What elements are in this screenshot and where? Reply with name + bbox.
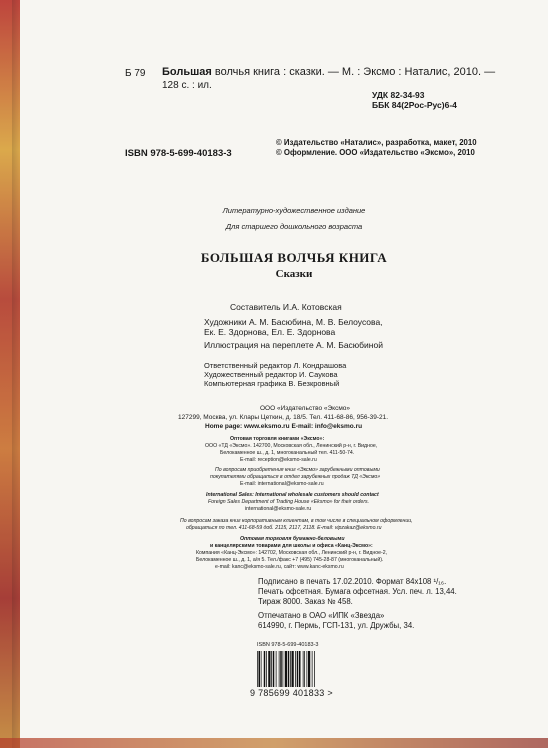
barcode-bar	[280, 651, 282, 687]
corporate-2: обращаться по тел. 411-68-59 доб. 2115, 2117, 2118. E-mail: vipzakaz@eksmo.ru	[186, 525, 382, 531]
barcode-bar	[264, 651, 266, 687]
barcode-bar	[266, 651, 267, 687]
credit-artists-1: Художники А. М. Басюбина, М. В. Белоусова,	[204, 317, 383, 327]
wholesale-3: Белокаменное ш., д. 1, многоканальный тел. 411-50-74.	[220, 450, 355, 456]
barcode-bar	[295, 651, 296, 687]
editor-art: Художественный редактор И. Саукова	[204, 370, 338, 379]
international-3: international@eksmo-sale.ru	[245, 506, 312, 512]
retail-3: Компания «Канц-Эксмо»: 142702, Московская обл., Ленинский р-н, г. Видное-2,	[196, 550, 388, 556]
book-subtitle: Сказки	[275, 268, 313, 280]
barcode-bar	[257, 651, 258, 687]
barcode-bar	[271, 651, 272, 687]
barcode-bar	[314, 651, 315, 687]
wholesale-2: ООО «ТД «Эксмо». 142700, Московская обл., Ленинский р-н, г. Видное,	[205, 443, 378, 449]
regions-3: E-mail: international@eksmo-sale.ru	[240, 481, 324, 487]
catalog-code: Б 79	[125, 68, 146, 79]
barcode-bar	[283, 651, 284, 687]
barcode-bar	[303, 651, 304, 687]
udk: УДК 82-34-93	[372, 90, 425, 100]
credit-compiler: Составитель И.А. Котовская	[230, 302, 342, 312]
isbn: ISBN 978-5-699-40183-3	[125, 148, 232, 159]
print-info-2: Печать офсетная. Бумага офсетная. Усл. печ. л. 13,44.	[258, 587, 457, 596]
international-2: Foreign Sales Department of Trading House «Eksmo» for their orders.	[208, 499, 370, 505]
barcode-digits: 9 785699 401833 >	[250, 688, 333, 698]
corporate-1: По вопросам заказа книг корпоративным клиентам, в том числе в специальном оформлении,	[180, 518, 413, 524]
credit-cover: Иллюстрация на переплете А. М. Басюбиной	[204, 340, 383, 350]
barcode-isbn: ISBN 978-5-699-40183-3	[257, 642, 319, 648]
catalog-title-bold: Большая	[162, 66, 212, 78]
printer-1: Отпечатано в ОАО «ИПК «Звезда»	[258, 611, 385, 620]
regions-1: По вопросам приобретения книг «Эксмо» зарубежными оптовыми	[215, 467, 380, 473]
barcode-bar	[285, 651, 287, 687]
copyright-1: © Издательство «Наталис», разработка, макет, 2010	[276, 138, 477, 147]
print-info-1: Подписано в печать 17.02.2010. Формат 84х108 ¹/₁₆.	[258, 577, 447, 586]
barcode-bar	[304, 651, 305, 687]
catalog-entry	[162, 66, 495, 78]
barcode-bar	[307, 651, 308, 687]
catalog-pages: 128 с. : ил.	[162, 80, 212, 91]
barcode-bar	[261, 651, 262, 687]
publisher-address: 127299, Москва, ул. Клары Цеткин, д. 18/5. Тел. 411-68-86, 956-39-21.	[178, 414, 389, 421]
retail-5: e-mail: kanc@eksmo-sale.ru, сайт: www.kanc-eksmo.ru	[215, 564, 344, 570]
printer-2: 614990, г. Пермь, ГСП-131, ул. Дружбы, 34.	[258, 621, 415, 630]
publisher-name: ООО «Издательство «Эксмо»	[260, 405, 351, 412]
publisher-web: Home page: www.eksmo.ru E-mail: info@eksmo.ru	[205, 423, 363, 430]
retail-1: Оптовая торговля бумажно-беловыми	[240, 536, 345, 542]
editor-responsible: Ответственный редактор Л. Кондрашова	[204, 361, 347, 370]
wholesale-4: E-mail: reception@eksmo-sale.ru	[240, 457, 317, 463]
barcode-bar	[312, 651, 313, 687]
cover-edge	[0, 0, 20, 748]
credit-artists-2: Ек. Е. Здорнова, Ел. Е. Здорнова	[204, 327, 336, 337]
bbk: ББК 84(2Рос-Рус)6-4	[372, 100, 457, 110]
cover-edge-bottom	[0, 738, 548, 748]
barcode-bar	[290, 651, 291, 687]
print-info-3: Тираж 8000. Заказ № 458.	[258, 597, 353, 606]
barcode-bar	[308, 651, 310, 687]
barcode-bar	[268, 651, 270, 687]
barcode-bar	[279, 651, 280, 687]
international-1: International Sales: International wholesale customers should contact	[206, 492, 379, 498]
barcode-bar	[297, 651, 299, 687]
barcode-bar	[299, 651, 301, 687]
barcode-bar	[273, 651, 275, 687]
edition-type: Литературно-художественное издание	[222, 206, 366, 215]
catalog-title-rest: волчья книга : сказки. — М. : Эксмо : Наталис, 2010. —	[211, 66, 496, 78]
editor-graphics: Компьютерная графика В. Безкровный	[204, 379, 340, 388]
retail-4: Белокаменное ш., д. 1, а/я 5. Тел./факс +7 (495) 745-28-87 (многоканальный).	[196, 557, 384, 563]
barcode-bar	[259, 651, 261, 687]
book-title: БОЛЬШАЯ ВОЛЧЬЯ КНИГА	[200, 250, 388, 265]
copyright-2: © Оформление. ООО «Издательство «Эксмо», 2010	[276, 148, 475, 157]
barcode-icon	[255, 651, 345, 687]
barcode-bar	[292, 651, 294, 687]
barcode-bar	[288, 651, 290, 687]
barcode-bar	[276, 651, 277, 687]
edition-age: Для старшего дошкольного возраста	[225, 222, 363, 231]
regions-2: покупателями обращаться в отдел зарубежных продаж ТД «Эксмо»	[210, 474, 381, 480]
retail-2: и канцелярскими товарами для школы и офиса «Канц-Эксмо»:	[210, 543, 373, 549]
wholesale-1: Оптовая торговля книгами «Эксмо»:	[230, 436, 325, 442]
